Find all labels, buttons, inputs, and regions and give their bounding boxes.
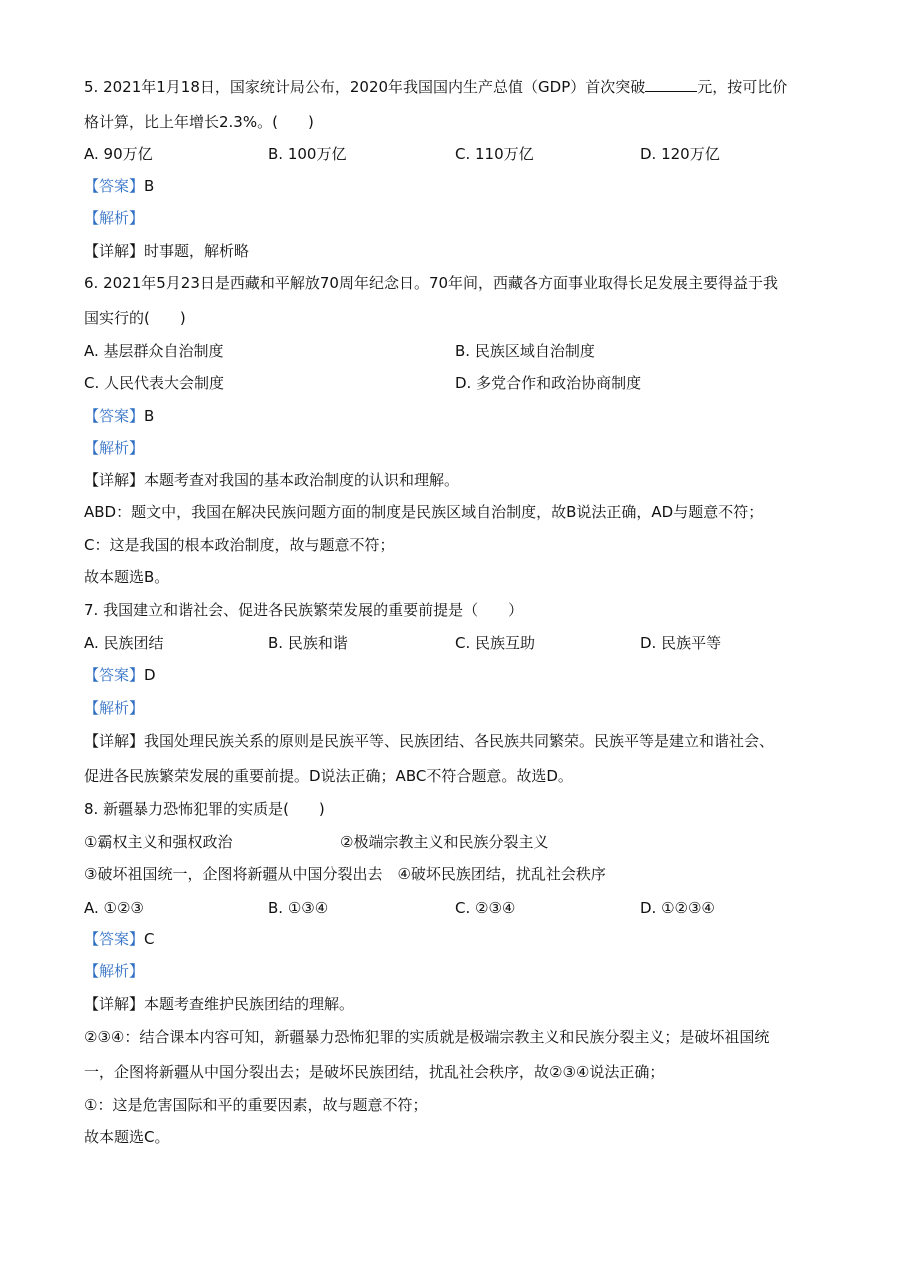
- q6-stem-line-2: 国实行的( ): [84, 309, 186, 327]
- detail-label: 【详解】: [84, 242, 145, 260]
- answer-label: 【答案】: [84, 666, 145, 684]
- detail-text: 本题考查对我国的基本政治制度的认识和理解。: [144, 471, 460, 489]
- answer-value: B: [144, 407, 155, 425]
- q6-stem-line-1: 6. 2021年5月23日是西藏和平解放70周年纪念日。70年间，西藏各方面事业取得长足发展主要得益于我: [84, 274, 779, 292]
- q8-statement-3: ③破坏祖国统一，企图将新疆从中国分裂出去: [84, 865, 383, 883]
- q6-answer: [84, 406, 154, 426]
- q6-analysis-label: 【解析】: [84, 439, 145, 457]
- q8-detail-line-2: ②③④：结合课本内容可知，新疆暴力恐怖犯罪的实质就是极端宗教主义和民族分裂主义；是破坏祖国统: [84, 1028, 770, 1046]
- q8-detail-line-3: 一，企图将新疆从中国分裂出去；是破坏民族团结，扰乱社会秩序，故②③④说法正确；: [84, 1063, 665, 1081]
- q8-option-c: C. ②③④: [455, 899, 516, 917]
- q5-option-d: D. 120万亿: [640, 145, 720, 163]
- q6-detail-line-3: C：这是我国的根本政治制度，故与题意不符；: [84, 536, 395, 554]
- detail-text: 我国处理民族关系的原则是民族平等、民族团结、各民族共同繁荣。民族平等是建立和谐社会、: [144, 732, 775, 750]
- q7-option-c: C. 民族互助: [455, 634, 536, 652]
- q8-statements-3-4: [84, 864, 606, 884]
- q6-option-c: C. 人民代表大会制度: [84, 374, 225, 392]
- q7-analysis-label: 【解析】: [84, 699, 145, 717]
- q8-analysis-label: 【解析】: [84, 962, 145, 980]
- q7-stem: 7. 我国建立和谐社会、促进各民族繁荣发展的重要前提是（ ）: [84, 601, 524, 619]
- q8-detail-line-5: 故本题选C。: [84, 1128, 170, 1146]
- q5-analysis-label: 【解析】: [84, 209, 145, 227]
- detail-label: 【详解】: [84, 995, 145, 1013]
- q5-detail: [84, 241, 249, 261]
- q8-statement-1: ①霸权主义和强权政治: [84, 833, 233, 851]
- q5-option-b: B. 100万亿: [268, 145, 347, 163]
- q6-detail-line-4: 故本题选B。: [84, 568, 170, 586]
- answer-label: 【答案】: [84, 177, 145, 195]
- q6-detail-line-1: [84, 470, 459, 490]
- answer-label: 【答案】: [84, 930, 145, 948]
- q8-stem: 8. 新疆暴力恐怖犯罪的实质是( ): [84, 800, 325, 818]
- q5-answer-blank: [645, 77, 697, 92]
- q6-option-b: B. 民族区域自治制度: [455, 342, 595, 360]
- q6-option-d: D. 多党合作和政治协商制度: [455, 374, 642, 392]
- q6-detail-line-2: ABD：题文中，我国在解决民族问题方面的制度是民族区域自治制度，故B说法正确，AD与题意不符；: [84, 503, 764, 521]
- q7-option-d: D. 民族平等: [640, 634, 722, 652]
- q5-option-a: A. 90万亿: [84, 145, 153, 163]
- answer-label: 【答案】: [84, 407, 145, 425]
- detail-label: 【详解】: [84, 471, 145, 489]
- q5-stem-b: 元，按可比价: [697, 78, 788, 96]
- q8-statement-4: ④破坏民族团结，扰乱社会秩序: [397, 865, 606, 883]
- answer-value: B: [144, 177, 155, 195]
- q7-option-b: B. 民族和谐: [268, 634, 348, 652]
- q5-stem-a: 5. 2021年1月18日，国家统计局公布，2020年我国国内生产总值（GDP）首次突破: [84, 78, 646, 96]
- q5-stem-line-1: [84, 77, 787, 97]
- q8-option-b: B. ①③④: [268, 899, 329, 917]
- detail-text: 时事题，解析略: [144, 242, 250, 260]
- q7-option-a: A. 民族团结: [84, 634, 164, 652]
- q8-statement-2: ②极端宗教主义和民族分裂主义: [340, 833, 549, 851]
- q5-stem-line-2: 格计算，比上年增长2.3%。( ): [84, 113, 314, 131]
- detail-label: 【详解】: [84, 732, 145, 750]
- q6-option-a: A. 基层群众自治制度: [84, 342, 224, 360]
- q8-option-a: A. ①②③: [84, 899, 144, 917]
- answer-value: D: [144, 666, 156, 684]
- q5-answer: [84, 176, 154, 196]
- q8-answer: [84, 929, 155, 949]
- q8-detail-line-4: ①：这是危害国际和平的重要因素，故与题意不符；: [84, 1096, 428, 1114]
- q8-detail-line-1: [84, 994, 354, 1014]
- q7-detail-line-1: [84, 731, 774, 751]
- detail-text: 本题考查维护民族团结的理解。: [144, 995, 355, 1013]
- q7-answer: [84, 665, 156, 685]
- q8-option-d: D. ①②③④: [640, 899, 715, 917]
- answer-value: C: [144, 930, 155, 948]
- q7-detail-line-2: 促进各民族繁荣发展的重要前提。D说法正确；ABC不符合题意。故选D。: [84, 767, 573, 785]
- q5-option-c: C. 110万亿: [455, 145, 534, 163]
